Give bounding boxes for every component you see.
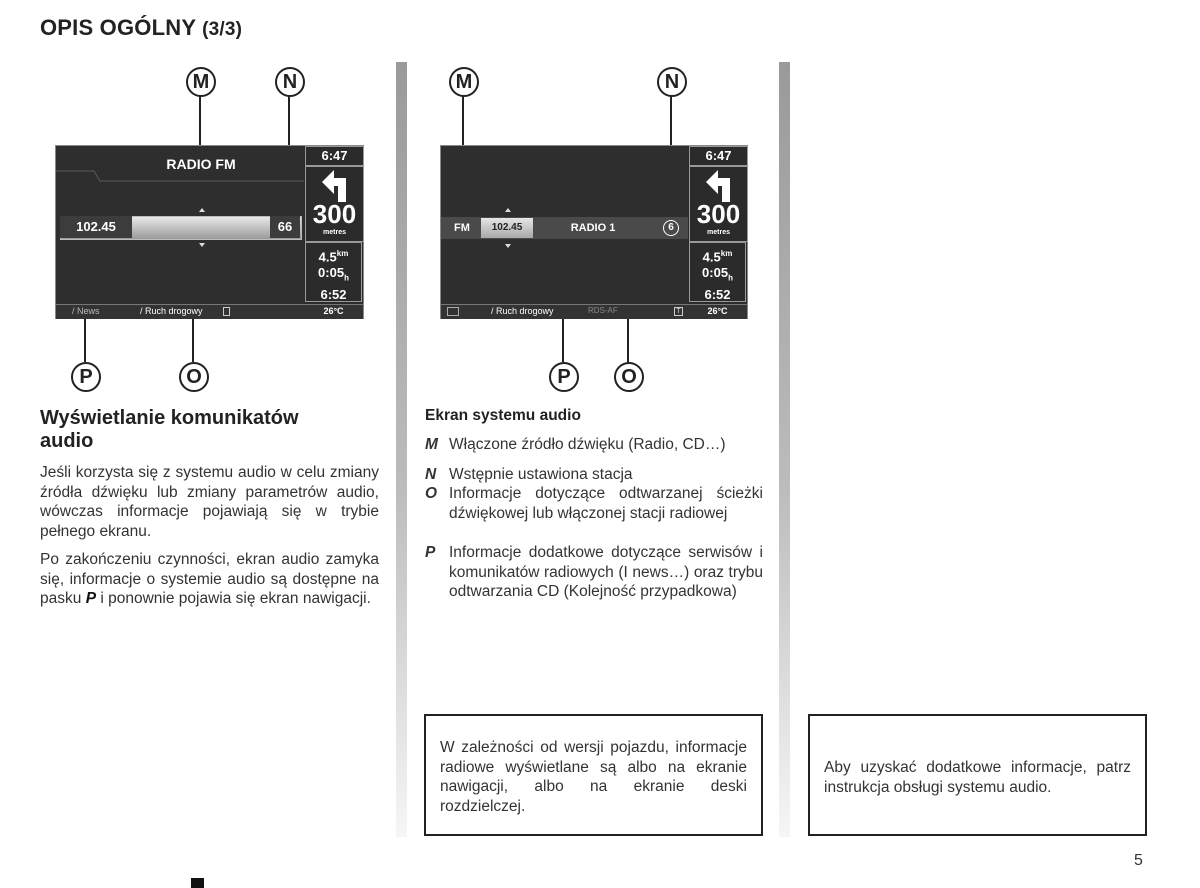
remaining-distance-2: $4.5^{km}$: [702, 249, 733, 265]
clock-2: 6:47: [689, 146, 748, 166]
trip-info-panel: [305, 242, 362, 302]
key-p: P: [85, 590, 97, 607]
list-icon: [223, 307, 230, 316]
turn-left-arrow-icon: [322, 170, 348, 202]
arrival-time-2: 6:52: [704, 286, 731, 302]
turn-instruction-panel-2: [689, 166, 748, 242]
audio-source-label: RADIO FM: [166, 156, 236, 172]
status-bar-2: [441, 304, 747, 319]
section-heading: Wyświetlanie komunikatów audio: [40, 407, 299, 452]
turn-distance-unit: metres: [323, 229, 346, 236]
preset-number: 66: [270, 216, 300, 238]
callout-badge-p: P: [71, 362, 101, 392]
status-news: / News: [72, 306, 100, 316]
callout-badge-n: N: [275, 67, 305, 97]
trip-info-panel-2: [689, 242, 746, 302]
column-divider-left: [396, 62, 407, 837]
paragraph-1: Jeśli korzysta się z systemu audio w celu zmiany źródła dźwięku lub zmiany parametrów audio, wówczas informacje pojawiają się w trybie pełnego ekranu.: [40, 464, 379, 540]
callout-badge-p-2: P: [549, 362, 579, 392]
scroll-down-icon: [199, 243, 205, 247]
page-title: [40, 15, 242, 41]
turn-distance: 300: [312, 199, 357, 229]
turn-distance-unit-2: metres: [707, 229, 730, 236]
station-name: RADIO 1: [570, 222, 616, 234]
title-part: (3/3): [202, 19, 243, 40]
scroll-up-icon-2: [505, 208, 511, 212]
legend-item-n: N Wstępnie ustawiona stacja: [425, 466, 633, 483]
status-rds: RDS-AF: [588, 306, 618, 315]
turn-left-arrow-icon: [706, 170, 732, 202]
remaining-distance: $4.5^{km}$: [318, 249, 349, 265]
band-label: FM: [454, 222, 470, 234]
legend-item-m: M Włączone źródło dźwięku (Radio, CD…): [425, 436, 726, 453]
scroll-down-icon-2: [505, 244, 511, 248]
display-decor-line: [56, 146, 304, 206]
cd-icon: [447, 307, 459, 316]
callout-badge-m: M: [186, 67, 216, 97]
callout-badge-n-2: N: [657, 67, 687, 97]
status-traffic: / Ruch drogowy: [140, 306, 203, 316]
arrival-time: 6:52: [320, 286, 347, 302]
status-bar: [56, 304, 363, 319]
info-note-left: W zależności od wersji pojazdu, informacje radiowe wyświetlane są albo na ekranie nawigacji, albo na ekranie deski rozdzielczej.: [424, 714, 763, 836]
page-number: 5: [1134, 852, 1143, 869]
remaining-time-2: $0:05_h$: [702, 265, 733, 283]
turn-distance-2: 300: [696, 199, 741, 229]
crop-mark: [191, 878, 204, 888]
callout-badge-m-2: M: [449, 67, 479, 97]
legend-item-o: O Informacje dotyczące odtwarzanej ścieżki dźwiękowej lub włączonej stacji radiowej: [425, 485, 763, 522]
audio-display-area-2: [441, 146, 688, 304]
temperature-2: 26°C: [707, 306, 728, 316]
column-divider-right: [779, 62, 790, 837]
callout-badge-o-2: O: [614, 362, 644, 392]
frequency-value-2: 102.45: [481, 218, 533, 238]
clock: 6:47: [305, 146, 364, 166]
audio-screen-banner: [440, 145, 748, 319]
title-text: OPIS OGÓLNY: [40, 15, 196, 40]
remaining-time: $0:05_h$: [318, 265, 349, 283]
turn-instruction-panel: [305, 166, 364, 242]
audio-screen-fullscreen: [55, 145, 364, 319]
callout-badge-o: O: [179, 362, 209, 392]
callout-line-p2: [562, 316, 564, 362]
legend-item-p: P Informacje dodatkowe dotyczące serwisów i komunikatów radiowych (I news…) oraz trybu odtwarzania CD (Kolejność przypadkowa): [425, 544, 763, 600]
legend-heading: Ekran systemu audio: [425, 407, 581, 424]
scroll-up-icon: [199, 208, 205, 212]
preset-number-2: 6: [663, 220, 679, 236]
paragraph-2: Po zakończeniu czynności, ekran audio zamyka się, informacje o systemie audio są dostępne na pasku P i ponownie pojawia się ekran nawigacji.: [40, 551, 379, 607]
temperature: 26°C: [323, 306, 344, 316]
status-traffic-2: / Ruch drogowy: [491, 306, 554, 316]
audio-display-area: [56, 146, 304, 304]
info-note-right: Aby uzyskać dodatkowe informacje, patrz instrukcja obsługi systemu audio.: [808, 714, 1147, 836]
frequency-value: 102.45: [60, 216, 132, 238]
callout-line-p1: [84, 316, 86, 362]
t-icon: T: [674, 307, 683, 316]
